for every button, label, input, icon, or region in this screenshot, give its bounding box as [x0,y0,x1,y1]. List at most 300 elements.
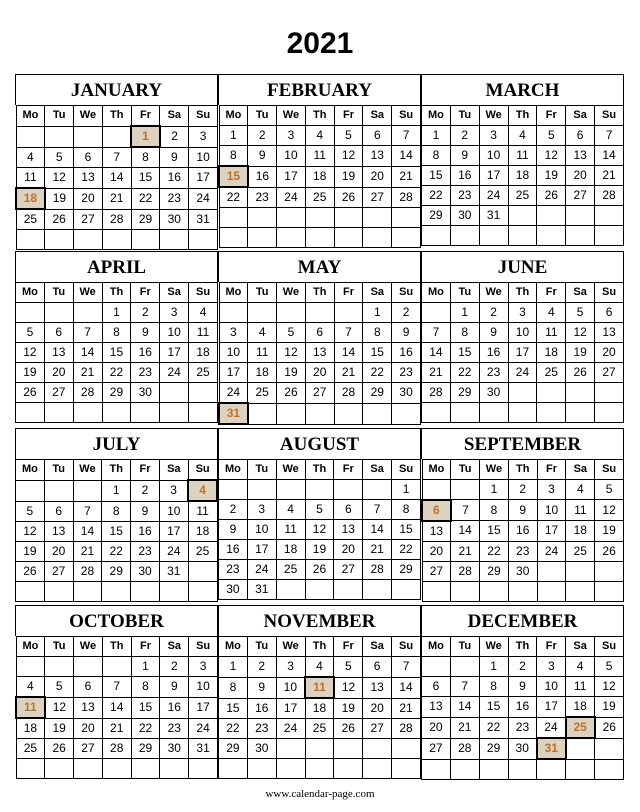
day-cell[interactable]: 26 [595,541,624,561]
day-cell[interactable]: 29 [479,738,508,759]
day-cell[interactable]: 27 [422,561,451,581]
holiday-cell[interactable]: 11 [16,697,45,718]
day-cell[interactable]: 8 [450,323,479,343]
day-cell[interactable]: 14 [450,697,479,718]
footer-url[interactable]: www.calendar-page.com [265,788,375,800]
day-cell[interactable]: 15 [479,697,508,718]
day-cell[interactable]: 6 [363,126,392,146]
day-cell[interactable]: 29 [363,383,392,404]
day-cell[interactable]: 13 [595,323,624,343]
holiday-cell[interactable]: 31 [219,403,248,424]
day-cell[interactable]: 4 [248,323,277,343]
day-cell[interactable]: 9 [392,323,421,343]
day-cell[interactable]: 22 [392,540,421,560]
day-cell[interactable]: 24 [219,383,248,404]
day-cell[interactable]: 20 [305,363,334,383]
day-cell[interactable]: 27 [74,739,103,759]
day-cell[interactable]: 30 [508,738,537,759]
day-cell[interactable]: 22 [219,719,248,739]
day-cell[interactable]: 10 [160,323,189,343]
day-cell[interactable]: 17 [537,521,566,542]
day-cell[interactable]: 12 [277,343,306,363]
day-cell[interactable]: 28 [334,383,363,404]
day-cell[interactable]: 22 [480,541,509,561]
day-cell[interactable]: 4 [508,126,537,146]
day-cell[interactable]: 6 [566,126,595,146]
day-cell[interactable]: 21 [451,541,480,561]
day-cell[interactable]: 4 [566,480,595,500]
day-cell[interactable]: 21 [334,363,363,383]
day-cell[interactable]: 8 [479,677,508,697]
day-cell[interactable]: 16 [160,168,189,189]
day-cell[interactable]: 2 [450,126,479,146]
day-cell[interactable]: 14 [451,521,480,542]
day-cell[interactable]: 17 [508,343,537,363]
day-cell[interactable]: 13 [44,343,73,363]
day-cell[interactable]: 19 [595,697,624,718]
day-cell[interactable]: 15 [102,343,131,363]
day-cell[interactable]: 22 [102,542,131,562]
day-cell[interactable]: 8 [131,677,160,698]
day-cell[interactable]: 15 [363,343,392,363]
day-cell[interactable]: 6 [595,303,624,323]
day-cell[interactable]: 1 [102,480,131,501]
day-cell[interactable]: 20 [44,542,73,562]
day-cell[interactable]: 9 [508,677,537,697]
day-cell[interactable]: 12 [595,677,624,697]
day-cell[interactable]: 7 [451,500,480,521]
day-cell[interactable]: 16 [248,166,277,187]
day-cell[interactable]: 30 [450,206,479,226]
day-cell[interactable]: 13 [566,146,595,166]
day-cell[interactable]: 29 [102,383,131,403]
day-cell[interactable]: 20 [422,541,451,561]
day-cell[interactable]: 27 [363,187,392,208]
day-cell[interactable]: 1 [392,480,421,500]
day-cell[interactable]: 25 [16,209,45,230]
day-cell[interactable]: 2 [479,303,508,323]
day-cell[interactable]: 7 [102,147,131,168]
day-cell[interactable]: 29 [131,739,160,759]
day-cell[interactable]: 7 [422,323,451,343]
day-cell[interactable]: 10 [537,677,566,697]
day-cell[interactable]: 9 [479,323,508,343]
day-cell[interactable]: 18 [566,521,595,542]
day-cell[interactable]: 7 [450,677,479,697]
day-cell[interactable]: 21 [422,363,451,383]
day-cell[interactable]: 9 [248,146,277,167]
holiday-cell[interactable]: 18 [16,188,45,209]
day-cell[interactable]: 21 [102,188,131,209]
day-cell[interactable]: 20 [595,343,624,363]
day-cell[interactable]: 21 [392,166,421,187]
day-cell[interactable]: 15 [422,166,451,186]
day-cell[interactable]: 13 [44,522,73,542]
day-cell[interactable]: 6 [44,501,73,522]
day-cell[interactable]: 5 [595,657,624,677]
day-cell[interactable]: 24 [479,186,508,206]
day-cell[interactable]: 2 [508,480,537,500]
day-cell[interactable]: 21 [73,363,102,383]
day-cell[interactable]: 21 [450,717,479,738]
day-cell[interactable]: 19 [45,188,74,209]
day-cell[interactable]: 17 [160,343,189,363]
day-cell[interactable]: 19 [305,540,334,560]
day-cell[interactable]: 2 [247,657,276,678]
day-cell[interactable]: 12 [537,146,566,166]
day-cell[interactable]: 24 [277,187,306,208]
day-cell[interactable]: 9 [160,677,189,698]
day-cell[interactable]: 30 [479,383,508,403]
day-cell[interactable]: 27 [44,383,73,403]
day-cell[interactable]: 17 [479,166,508,186]
day-cell[interactable]: 2 [392,303,421,323]
day-cell[interactable]: 19 [277,363,306,383]
day-cell[interactable]: 5 [45,147,74,168]
day-cell[interactable]: 3 [537,480,566,500]
day-cell[interactable]: 28 [73,562,102,582]
day-cell[interactable]: 1 [480,480,509,500]
day-cell[interactable]: 12 [334,146,363,167]
day-cell[interactable]: 4 [189,303,218,323]
day-cell[interactable]: 5 [277,323,306,343]
day-cell[interactable]: 21 [595,166,624,186]
day-cell[interactable]: 21 [363,540,392,560]
day-cell[interactable]: 14 [73,343,102,363]
day-cell[interactable]: 8 [102,501,131,522]
day-cell[interactable]: 20 [74,718,103,739]
day-cell[interactable]: 21 [392,698,421,719]
day-cell[interactable]: 24 [537,717,566,738]
day-cell[interactable]: 23 [508,541,537,561]
day-cell[interactable]: 19 [334,698,363,719]
day-cell[interactable]: 29 [102,562,131,582]
day-cell[interactable]: 15 [131,697,160,718]
day-cell[interactable]: 7 [73,323,102,343]
day-cell[interactable]: 28 [392,187,421,208]
day-cell[interactable]: 11 [537,323,566,343]
day-cell[interactable]: 1 [422,126,451,146]
day-cell[interactable]: 13 [363,677,392,698]
day-cell[interactable]: 18 [508,166,537,186]
day-cell[interactable]: 7 [73,501,102,522]
day-cell[interactable]: 16 [247,698,276,719]
day-cell[interactable]: 15 [450,343,479,363]
day-cell[interactable]: 16 [131,522,160,542]
day-cell[interactable]: 24 [189,188,218,209]
day-cell[interactable]: 18 [305,166,334,187]
day-cell[interactable]: 28 [102,209,131,230]
day-cell[interactable]: 2 [248,126,277,146]
day-cell[interactable]: 2 [131,480,160,501]
day-cell[interactable]: 7 [102,677,131,698]
day-cell[interactable]: 16 [131,343,160,363]
day-cell[interactable]: 24 [247,560,276,580]
day-cell[interactable]: 16 [508,521,537,542]
day-cell[interactable]: 23 [450,186,479,206]
day-cell[interactable]: 29 [422,206,451,226]
day-cell[interactable]: 28 [595,186,624,206]
day-cell[interactable]: 26 [334,719,363,739]
day-cell[interactable]: 3 [189,657,218,677]
day-cell[interactable]: 10 [189,147,218,168]
day-cell[interactable]: 25 [16,739,45,759]
day-cell[interactable]: 16 [160,697,189,718]
day-cell[interactable]: 18 [248,363,277,383]
day-cell[interactable]: 11 [566,677,595,697]
day-cell[interactable]: 18 [566,697,595,718]
day-cell[interactable]: 11 [566,500,595,521]
day-cell[interactable]: 24 [508,363,537,383]
day-cell[interactable]: 3 [537,657,566,677]
day-cell[interactable]: 9 [219,520,248,540]
day-cell[interactable]: 3 [247,500,276,520]
day-cell[interactable]: 27 [595,363,624,383]
day-cell[interactable]: 18 [537,343,566,363]
day-cell[interactable]: 16 [450,166,479,186]
day-cell[interactable]: 13 [422,521,451,542]
day-cell[interactable]: 3 [159,480,188,501]
day-cell[interactable]: 5 [537,126,566,146]
day-cell[interactable]: 29 [219,739,248,759]
day-cell[interactable]: 8 [422,146,451,166]
day-cell[interactable]: 2 [131,303,160,323]
day-cell[interactable]: 23 [160,188,189,209]
day-cell[interactable]: 26 [16,562,45,582]
day-cell[interactable]: 9 [160,147,189,168]
day-cell[interactable]: 22 [422,186,451,206]
day-cell[interactable]: 26 [566,363,595,383]
holiday-cell[interactable]: 4 [188,480,217,501]
day-cell[interactable]: 26 [305,560,334,580]
day-cell[interactable]: 8 [219,677,248,698]
day-cell[interactable]: 10 [277,146,306,167]
day-cell[interactable]: 18 [16,718,45,739]
day-cell[interactable]: 14 [102,168,131,189]
day-cell[interactable]: 20 [44,363,73,383]
day-cell[interactable]: 26 [45,209,74,230]
day-cell[interactable]: 6 [44,323,73,343]
day-cell[interactable]: 6 [305,323,334,343]
day-cell[interactable]: 8 [102,323,131,343]
day-cell[interactable]: 11 [189,323,218,343]
day-cell[interactable]: 14 [422,343,451,363]
day-cell[interactable]: 31 [189,739,218,759]
day-cell[interactable]: 18 [305,698,334,719]
day-cell[interactable]: 20 [422,717,451,738]
day-cell[interactable]: 19 [334,166,363,187]
day-cell[interactable]: 30 [160,739,189,759]
day-cell[interactable]: 17 [189,697,218,718]
day-cell[interactable]: 12 [334,677,363,698]
day-cell[interactable]: 30 [131,383,160,403]
day-cell[interactable]: 22 [131,188,160,209]
day-cell[interactable]: 1 [450,303,479,323]
day-cell[interactable]: 30 [160,209,189,230]
day-cell[interactable]: 23 [160,718,189,739]
day-cell[interactable]: 1 [131,657,160,677]
day-cell[interactable]: 16 [479,343,508,363]
day-cell[interactable]: 24 [159,542,188,562]
day-cell[interactable]: 15 [219,698,248,719]
day-cell[interactable]: 29 [480,561,509,581]
day-cell[interactable]: 17 [247,540,276,560]
day-cell[interactable]: 5 [305,500,334,520]
day-cell[interactable]: 20 [363,698,392,719]
day-cell[interactable]: 25 [305,187,334,208]
day-cell[interactable]: 28 [73,383,102,403]
day-cell[interactable]: 29 [450,383,479,403]
day-cell[interactable]: 30 [131,562,160,582]
day-cell[interactable]: 19 [45,718,74,739]
day-cell[interactable]: 21 [102,718,131,739]
day-cell[interactable]: 12 [16,343,45,363]
day-cell[interactable]: 26 [595,717,624,738]
day-cell[interactable]: 17 [276,698,305,719]
day-cell[interactable]: 13 [363,146,392,167]
day-cell[interactable]: 27 [74,209,103,230]
day-cell[interactable]: 7 [392,126,421,146]
day-cell[interactable]: 20 [566,166,595,186]
day-cell[interactable]: 26 [45,739,74,759]
day-cell[interactable]: 25 [566,541,595,561]
day-cell[interactable]: 4 [16,147,45,168]
day-cell[interactable]: 23 [219,560,248,580]
day-cell[interactable]: 27 [363,719,392,739]
day-cell[interactable]: 12 [45,697,74,718]
day-cell[interactable]: 23 [508,717,537,738]
day-cell[interactable]: 30 [247,739,276,759]
day-cell[interactable]: 8 [392,500,421,520]
day-cell[interactable]: 2 [160,657,189,677]
day-cell[interactable]: 27 [422,738,451,759]
day-cell[interactable]: 9 [450,146,479,166]
day-cell[interactable]: 22 [450,363,479,383]
day-cell[interactable]: 13 [74,168,103,189]
holiday-cell[interactable]: 1 [131,126,160,147]
day-cell[interactable]: 15 [131,168,160,189]
day-cell[interactable]: 23 [392,363,421,383]
day-cell[interactable]: 12 [566,323,595,343]
day-cell[interactable]: 26 [537,186,566,206]
day-cell[interactable]: 12 [305,520,334,540]
day-cell[interactable]: 10 [479,146,508,166]
day-cell[interactable]: 27 [334,560,363,580]
day-cell[interactable]: 17 [159,522,188,542]
day-cell[interactable]: 28 [450,738,479,759]
day-cell[interactable]: 5 [334,657,363,678]
day-cell[interactable]: 6 [334,500,363,520]
day-cell[interactable]: 5 [566,303,595,323]
day-cell[interactable]: 4 [276,500,305,520]
day-cell[interactable]: 19 [566,343,595,363]
day-cell[interactable]: 15 [480,521,509,542]
day-cell[interactable]: 19 [595,521,624,542]
day-cell[interactable]: 27 [44,562,73,582]
day-cell[interactable]: 18 [189,343,218,363]
day-cell[interactable]: 23 [247,719,276,739]
holiday-cell[interactable]: 25 [566,717,595,738]
day-cell[interactable]: 11 [188,501,217,522]
day-cell[interactable]: 18 [276,540,305,560]
day-cell[interactable]: 10 [219,343,248,363]
day-cell[interactable]: 31 [159,562,188,582]
day-cell[interactable]: 8 [219,146,248,167]
day-cell[interactable]: 11 [508,146,537,166]
day-cell[interactable]: 10 [247,520,276,540]
day-cell[interactable]: 12 [45,168,74,189]
day-cell[interactable]: 7 [392,657,421,678]
day-cell[interactable]: 3 [277,126,306,146]
day-cell[interactable]: 12 [595,500,624,521]
day-cell[interactable]: 22 [131,718,160,739]
day-cell[interactable]: 11 [276,520,305,540]
day-cell[interactable]: 16 [508,697,537,718]
day-cell[interactable]: 11 [16,168,45,189]
day-cell[interactable]: 17 [537,697,566,718]
day-cell[interactable]: 20 [363,166,392,187]
day-cell[interactable]: 19 [16,542,45,562]
day-cell[interactable]: 20 [334,540,363,560]
day-cell[interactable]: 24 [537,541,566,561]
day-cell[interactable]: 23 [131,363,160,383]
day-cell[interactable]: 6 [74,677,103,698]
day-cell[interactable]: 1 [479,657,508,677]
day-cell[interactable]: 29 [131,209,160,230]
day-cell[interactable]: 14 [102,697,131,718]
day-cell[interactable]: 4 [305,126,334,146]
day-cell[interactable]: 14 [334,343,363,363]
day-cell[interactable]: 1 [219,126,248,146]
day-cell[interactable]: 23 [131,542,160,562]
day-cell[interactable]: 1 [363,303,392,323]
day-cell[interactable]: 7 [334,323,363,343]
day-cell[interactable]: 28 [451,561,480,581]
day-cell[interactable]: 3 [479,126,508,146]
day-cell[interactable]: 14 [392,677,421,698]
day-cell[interactable]: 21 [73,542,102,562]
day-cell[interactable]: 1 [102,303,131,323]
day-cell[interactable]: 6 [363,657,392,678]
day-cell[interactable]: 18 [188,522,217,542]
day-cell[interactable]: 9 [508,500,537,521]
day-cell[interactable]: 14 [595,146,624,166]
day-cell[interactable]: 4 [305,657,334,678]
day-cell[interactable]: 5 [16,501,45,522]
day-cell[interactable]: 2 [508,657,537,677]
day-cell[interactable]: 22 [363,363,392,383]
day-cell[interactable]: 31 [189,209,218,230]
day-cell[interactable]: 7 [595,126,624,146]
day-cell[interactable]: 15 [102,522,131,542]
day-cell[interactable]: 22 [102,363,131,383]
day-cell[interactable]: 26 [16,383,45,403]
day-cell[interactable]: 10 [189,677,218,698]
day-cell[interactable]: 30 [219,580,248,600]
day-cell[interactable]: 17 [219,363,248,383]
day-cell[interactable]: 22 [219,187,248,208]
day-cell[interactable]: 14 [363,520,392,540]
day-cell[interactable]: 3 [508,303,537,323]
day-cell[interactable]: 2 [219,500,248,520]
day-cell[interactable]: 13 [422,697,451,718]
day-cell[interactable]: 14 [392,146,421,167]
day-cell[interactable]: 27 [305,383,334,404]
day-cell[interactable]: 3 [160,303,189,323]
day-cell[interactable]: 15 [392,520,421,540]
day-cell[interactable]: 30 [508,561,537,581]
day-cell[interactable]: 24 [189,718,218,739]
